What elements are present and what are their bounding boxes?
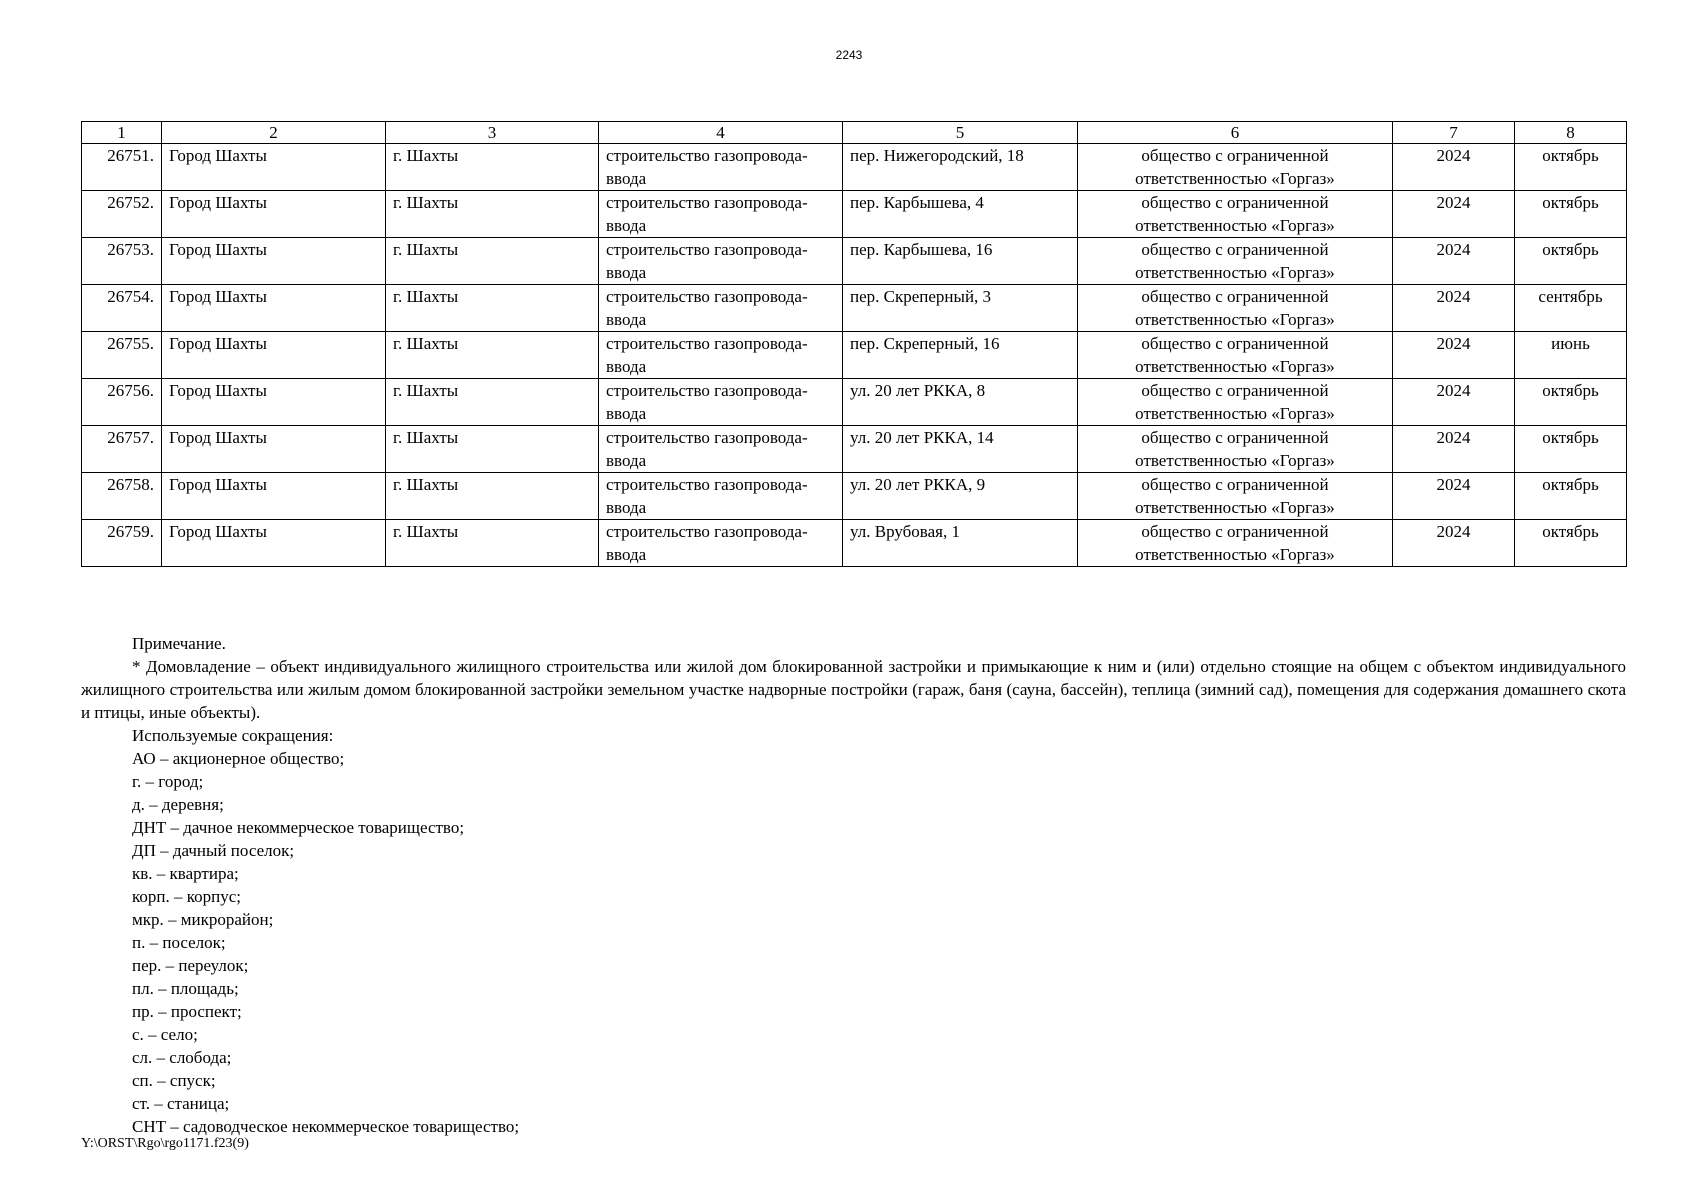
abbreviation-item: пер. – переулок; xyxy=(132,956,249,975)
column-header: 5 xyxy=(843,122,1078,144)
table-row xyxy=(82,144,1627,191)
registry-table xyxy=(81,121,1627,567)
row-number: 26755. xyxy=(82,332,162,379)
locality-cell: г. Шахты xyxy=(386,473,599,520)
locality-cell: г. Шахты xyxy=(386,520,599,567)
abbreviation-item: пр. – проспект; xyxy=(132,1002,242,1021)
organization-cell: общество с ограниченной ответственностью «Горгаз» xyxy=(1078,191,1393,238)
column-header: 4 xyxy=(599,122,843,144)
year-cell: 2024 xyxy=(1393,379,1515,426)
row-number: 26754. xyxy=(82,285,162,332)
column-header: 8 xyxy=(1515,122,1627,144)
district-cell: Город Шахты xyxy=(162,520,386,567)
district-cell: Город Шахты xyxy=(162,426,386,473)
year-cell: 2024 xyxy=(1393,285,1515,332)
row-number: 26752. xyxy=(82,191,162,238)
address-cell: ул. 20 лет РККА, 9 xyxy=(843,473,1078,520)
table-row xyxy=(82,285,1627,332)
table-row xyxy=(82,191,1627,238)
organization-cell: общество с ограниченной ответственностью «Горгаз» xyxy=(1078,285,1393,332)
organization-cell: общество с ограниченной ответственностью «Горгаз» xyxy=(1078,520,1393,567)
table-row xyxy=(82,379,1627,426)
address-cell: ул. Врубовая, 1 xyxy=(843,520,1078,567)
year-cell: 2024 xyxy=(1393,332,1515,379)
abbreviation-item: г. – город; xyxy=(132,772,204,791)
abbreviations-list xyxy=(81,747,1626,1138)
month-cell: октябрь xyxy=(1515,238,1627,285)
work-cell: строительство газопровода-ввода xyxy=(599,520,843,567)
locality-cell: г. Шахты xyxy=(386,285,599,332)
abbreviation-item: сл. – слобода; xyxy=(132,1048,232,1067)
work-cell: строительство газопровода-ввода xyxy=(599,379,843,426)
abbreviation-item: с. – село; xyxy=(132,1025,198,1044)
abbreviation-item: сп. – спуск; xyxy=(132,1071,216,1090)
district-cell: Город Шахты xyxy=(162,191,386,238)
table-row xyxy=(82,520,1627,567)
abbreviation-item: ДНТ – дачное некоммерческое товарищество; xyxy=(132,818,465,837)
work-cell: строительство газопровода-ввода xyxy=(599,285,843,332)
file-path-footer: Y:\ORST\Rgo\rgo1171.f23(9) xyxy=(81,1136,249,1151)
year-cell: 2024 xyxy=(1393,520,1515,567)
row-number: 26758. xyxy=(82,473,162,520)
locality-cell: г. Шахты xyxy=(386,238,599,285)
address-cell: пер. Нижегородский, 18 xyxy=(843,144,1078,191)
table-row xyxy=(82,332,1627,379)
work-cell: строительство газопровода-ввода xyxy=(599,191,843,238)
year-cell: 2024 xyxy=(1393,191,1515,238)
organization-cell: общество с ограниченной ответственностью «Горгаз» xyxy=(1078,426,1393,473)
abbreviation-item: ст. – станица; xyxy=(132,1094,230,1113)
table-row xyxy=(82,473,1627,520)
column-header: 2 xyxy=(162,122,386,144)
district-cell: Город Шахты xyxy=(162,379,386,426)
locality-cell: г. Шахты xyxy=(386,426,599,473)
address-cell: пер. Скреперный, 16 xyxy=(843,332,1078,379)
address-cell: пер. Карбышева, 4 xyxy=(843,191,1078,238)
district-cell: Город Шахты xyxy=(162,332,386,379)
abbreviation-item: корп. – корпус; xyxy=(132,887,242,906)
organization-cell: общество с ограниченной ответственностью «Горгаз» xyxy=(1078,238,1393,285)
locality-cell: г. Шахты xyxy=(386,144,599,191)
locality-cell: г. Шахты xyxy=(386,332,599,379)
organization-cell: общество с ограниченной ответственностью «Горгаз» xyxy=(1078,144,1393,191)
abbreviation-item: пл. – площадь; xyxy=(132,979,239,998)
address-cell: ул. 20 лет РККА, 14 xyxy=(843,426,1078,473)
row-number: 26753. xyxy=(82,238,162,285)
work-cell: строительство газопровода-ввода xyxy=(599,426,843,473)
abbreviation-item: д. – деревня; xyxy=(132,795,224,814)
work-cell: строительство газопровода-ввода xyxy=(599,473,843,520)
table-row xyxy=(82,238,1627,285)
work-cell: строительство газопровода-ввода xyxy=(599,144,843,191)
row-number: 26757. xyxy=(82,426,162,473)
table-header-row xyxy=(82,122,1627,144)
month-cell: июнь xyxy=(1515,332,1627,379)
column-header: 6 xyxy=(1078,122,1393,144)
abbreviation-item: АО – акционерное общество; xyxy=(132,749,345,768)
organization-cell: общество с ограниченной ответственностью «Горгаз» xyxy=(1078,473,1393,520)
district-cell: Город Шахты xyxy=(162,285,386,332)
row-number: 26751. xyxy=(82,144,162,191)
locality-cell: г. Шахты xyxy=(386,191,599,238)
row-number: 26759. xyxy=(82,520,162,567)
locality-cell: г. Шахты xyxy=(386,379,599,426)
work-cell: строительство газопровода-ввода xyxy=(599,238,843,285)
year-cell: 2024 xyxy=(1393,238,1515,285)
abbreviations-heading: Используемые сокращения: xyxy=(132,726,334,745)
year-cell: 2024 xyxy=(1393,426,1515,473)
year-cell: 2024 xyxy=(1393,144,1515,191)
month-cell: октябрь xyxy=(1515,379,1627,426)
page-number: 2243 xyxy=(835,48,863,62)
table-row xyxy=(82,426,1627,473)
month-cell: октябрь xyxy=(1515,426,1627,473)
household-definition: * Домовладение – объект индивидуального жилищного строительства или жилой дом блокированной застройки и примыкающие к ним и (или) отдельно стоящие на общем с объектом индивидуального жилищного строительства или жилым домом блокированной застройки земельном участке надворные постройки (гараж, баня (сауна, бассейн), теплица (зимний сад), помещения для содержания домашнего скота и птицы, иные объекты). xyxy=(81,657,1626,722)
address-cell: пер. Скреперный, 3 xyxy=(843,285,1078,332)
abbreviation-item: мкр. – микрорайон; xyxy=(132,910,274,929)
column-header: 3 xyxy=(386,122,599,144)
address-cell: ул. 20 лет РККА, 8 xyxy=(843,379,1078,426)
column-header: 1 xyxy=(82,122,162,144)
column-header: 7 xyxy=(1393,122,1515,144)
work-cell: строительство газопровода-ввода xyxy=(599,332,843,379)
district-cell: Город Шахты xyxy=(162,238,386,285)
organization-cell: общество с ограниченной ответственностью «Горгаз» xyxy=(1078,332,1393,379)
organization-cell: общество с ограниченной ответственностью «Горгаз» xyxy=(1078,379,1393,426)
abbreviation-item: ДП – дачный поселок; xyxy=(132,841,295,860)
district-cell: Город Шахты xyxy=(162,144,386,191)
district-cell: Город Шахты xyxy=(162,473,386,520)
notes-heading: Примечание. xyxy=(132,634,226,653)
month-cell: сентябрь xyxy=(1515,285,1627,332)
notes-section xyxy=(81,632,1626,1138)
address-cell: пер. Карбышева, 16 xyxy=(843,238,1078,285)
month-cell: октябрь xyxy=(1515,191,1627,238)
row-number: 26756. xyxy=(82,379,162,426)
month-cell: октябрь xyxy=(1515,520,1627,567)
abbreviation-item: кв. – квартира; xyxy=(132,864,239,883)
month-cell: октябрь xyxy=(1515,473,1627,520)
abbreviation-item: СНТ – садоводческое некоммерческое товарищество; xyxy=(132,1117,520,1136)
year-cell: 2024 xyxy=(1393,473,1515,520)
month-cell: октябрь xyxy=(1515,144,1627,191)
abbreviation-item: п. – поселок; xyxy=(132,933,226,952)
